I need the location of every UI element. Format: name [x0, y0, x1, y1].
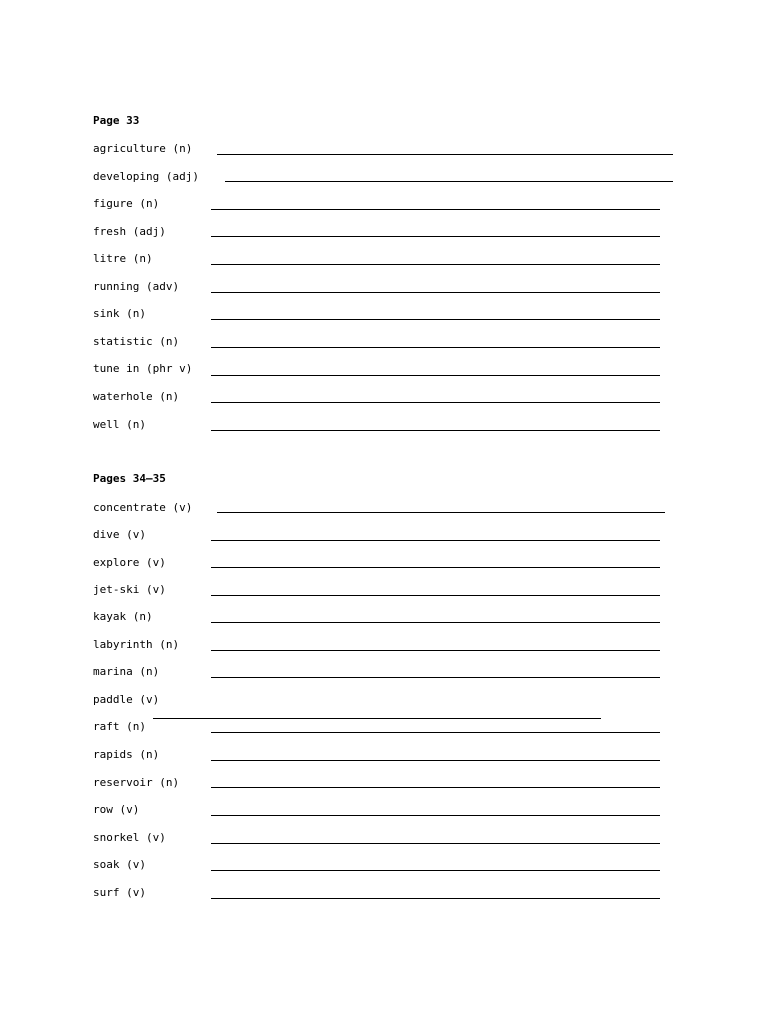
answer-line-labyrinth[interactable]	[211, 650, 660, 651]
term-soak: soak (v)	[93, 858, 146, 871]
answer-line-well[interactable]	[211, 430, 660, 431]
term-row: row (v)	[93, 803, 140, 816]
term-concentrate: concentrate (v)	[93, 501, 193, 514]
term-reservoir: reservoir (n)	[93, 776, 180, 789]
term-figure: figure (n)	[93, 197, 160, 210]
term-marina: marina (n)	[93, 665, 160, 678]
answer-line-concentrate[interactable]	[217, 512, 665, 513]
term-agriculture: agriculture (n)	[93, 142, 193, 155]
term-well: well (n)	[93, 418, 146, 431]
term-waterhole: waterhole (n)	[93, 390, 180, 403]
answer-line-rapids[interactable]	[211, 760, 660, 761]
answer-line-jet-ski[interactable]	[211, 595, 660, 596]
term-running: running (adv)	[93, 280, 180, 293]
answer-line-reservoir[interactable]	[211, 787, 660, 788]
section-heading-page-33: Page 33	[93, 114, 140, 127]
answer-line-marina[interactable]	[211, 677, 660, 678]
answer-line-dive[interactable]	[211, 540, 660, 541]
term-kayak: kayak (n)	[93, 610, 153, 623]
term-snorkel: snorkel (v)	[93, 831, 166, 844]
term-statistic: statistic (n)	[93, 335, 180, 348]
answer-line-statistic[interactable]	[211, 347, 660, 348]
term-sink: sink (n)	[93, 307, 146, 320]
answer-line-sink[interactable]	[211, 319, 660, 320]
answer-line-agriculture[interactable]	[217, 154, 673, 155]
term-litre: litre (n)	[93, 252, 153, 265]
answer-line-fresh[interactable]	[211, 236, 660, 237]
answer-line-running[interactable]	[211, 292, 660, 293]
term-rapids: rapids (n)	[93, 748, 160, 761]
term-dive: dive (v)	[93, 528, 146, 541]
term-labyrinth: labyrinth (n)	[93, 638, 180, 651]
answer-line-surf[interactable]	[211, 898, 660, 899]
answer-line-raft[interactable]	[211, 732, 660, 733]
answer-line-tune-in[interactable]	[211, 375, 660, 376]
answer-line-litre[interactable]	[211, 264, 660, 265]
term-developing: developing (adj)	[93, 170, 199, 183]
answer-line-explore[interactable]	[211, 567, 660, 568]
answer-line-row[interactable]	[211, 815, 660, 816]
term-jet-ski: jet-ski (v)	[93, 583, 166, 596]
answer-line-paddle[interactable]	[153, 718, 601, 719]
answer-line-snorkel[interactable]	[211, 843, 660, 844]
term-fresh: fresh (adj)	[93, 225, 166, 238]
answer-line-developing[interactable]	[225, 181, 673, 182]
answer-line-waterhole[interactable]	[211, 402, 660, 403]
term-paddle: paddle (v)	[93, 693, 160, 706]
answer-line-kayak[interactable]	[211, 622, 660, 623]
answer-line-soak[interactable]	[211, 870, 660, 871]
term-tune-in: tune in (phr v)	[93, 362, 193, 375]
answer-line-figure[interactable]	[211, 209, 660, 210]
section-heading-pages-34-35: Pages 34–35	[93, 472, 166, 485]
term-raft: raft (n)	[93, 720, 146, 733]
term-surf: surf (v)	[93, 886, 146, 899]
term-explore: explore (v)	[93, 556, 166, 569]
